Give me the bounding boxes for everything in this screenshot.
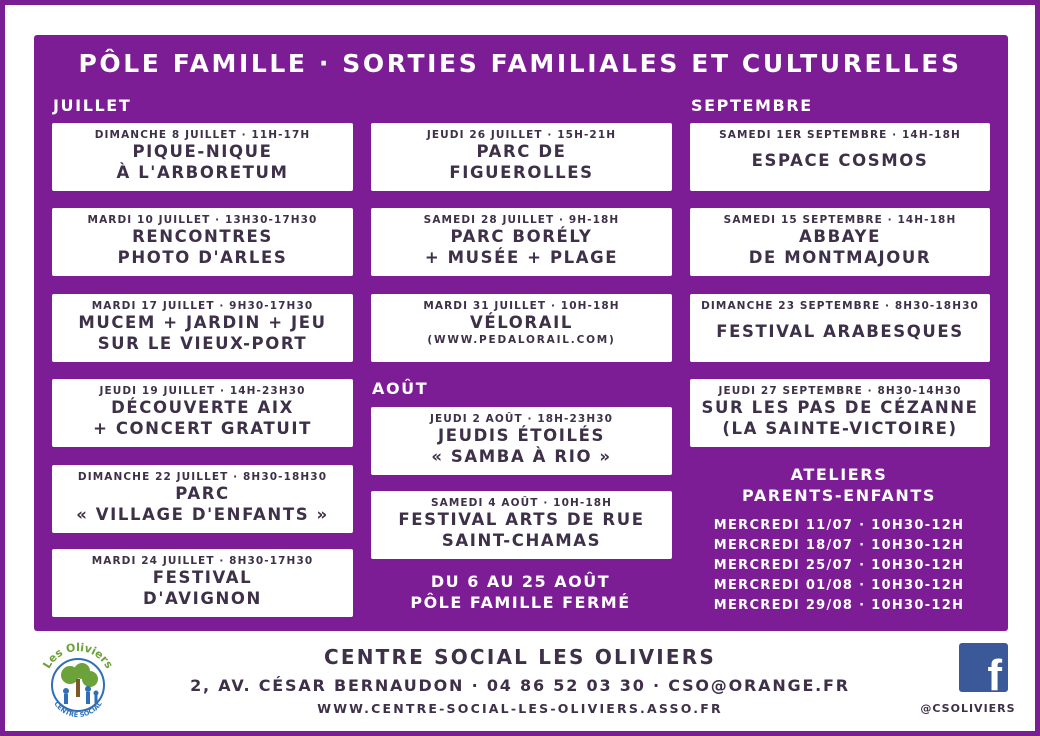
logo-text-top: Les Oliviers [40, 641, 116, 671]
event-title: PARC DE [476, 142, 567, 161]
event-date: MARDI 31 JUILLET · 10H-18H [423, 300, 620, 312]
event-date: DIMANCHE 23 SEPTEMBRE · 8H30-18H30 [701, 300, 979, 312]
event-date: SAMEDI 4 AOÛT · 10H-18H [430, 497, 613, 509]
event-date: JEUDI 2 AOÛT · 18H-23H30 [429, 413, 614, 425]
event-card [52, 123, 353, 191]
event-title: DE MONTMAJOUR [748, 248, 932, 267]
event-title: SUR LE VIEUX-PORT [97, 334, 308, 353]
closure-text: PÔLE FAMILLE FERMÉ [410, 593, 631, 612]
event-title: PHOTO D'ARLES [117, 248, 288, 267]
event-title: SUR LES PAS DE CÉZANNE [701, 398, 979, 417]
event-title: + MUSÉE + PLAGE [424, 248, 619, 267]
event-title: MUCEM + JARDIN + JEU [78, 313, 327, 332]
ateliers-title-line1: ATELIERS [790, 465, 888, 484]
event-date: MARDI 10 JUILLET · 13H30-17H30 [87, 214, 318, 226]
event-date: SAMEDI 1ER SEPTEMBRE · 14H-18H [719, 129, 961, 141]
ateliers-title-line2: PARENTS-ENFANTS [742, 486, 936, 505]
event-title: SAINT-CHAMAS [441, 531, 602, 550]
event-title: RENCONTRES [132, 227, 273, 246]
event-card [52, 294, 353, 362]
logo-text-bottom: CENTRE SOCIAL [52, 699, 104, 720]
event-card [371, 294, 672, 362]
event-title: « SAMBA À RIO » [431, 447, 612, 466]
contact-line: 2, AV. CÉSAR BERNAUDON · 04 86 52 03 30 · CSO@ORANGE.FR [190, 676, 850, 695]
atelier-session: MERCREDI 18/07 · 10H30-12H [713, 538, 965, 553]
closure-dates: DU 6 AU 25 AOÛT [430, 572, 611, 591]
event-date: SAMEDI 28 JUILLET · 9H-18H [423, 214, 620, 226]
closure-notice [370, 571, 671, 613]
event-title: + CONCERT GRATUIT [93, 419, 312, 438]
event-title: PARC [175, 484, 230, 503]
event-title: DÉCOUVERTE AIX [111, 398, 294, 417]
event-date: JEUDI 27 SEPTEMBRE · 8H30-14H30 [718, 385, 962, 397]
event-title: FESTIVAL [152, 568, 253, 587]
event-title: À L'ARBORETUM [116, 163, 289, 182]
event-title: ABBAYE [799, 227, 881, 246]
event-title: (LA SAINTE-VICTOIRE) [722, 419, 958, 438]
event-title: FESTIVAL ARABESQUES [716, 322, 964, 341]
facebook-handle[interactable]: @CSOLIVIERS [920, 702, 1016, 715]
month-septembre: SEPTEMBRE [691, 96, 813, 115]
event-title: « VILLAGE D'ENFANTS » [76, 505, 329, 524]
event-date: MARDI 17 JUILLET · 9H30-17H30 [91, 300, 314, 312]
event-card [52, 379, 353, 447]
website-link[interactable]: WWW.CENTRE-SOCIAL-LES-OLIVIERS.ASSO.FR [317, 701, 723, 716]
organization-name: CENTRE SOCIAL LES OLIVIERS [323, 645, 716, 669]
event-title: VÉLORAIL [470, 313, 573, 332]
event-card [371, 491, 672, 559]
event-website: (WWW.PEDALORAIL.COM) [427, 334, 616, 346]
event-date: SAMEDI 15 SEPTEMBRE · 14H-18H [723, 214, 957, 226]
event-title: FESTIVAL ARTS DE RUE [398, 510, 645, 529]
event-title: ESPACE COSMOS [751, 151, 929, 170]
event-title: FIGUEROLLES [449, 163, 594, 182]
atelier-session: MERCREDI 01/08 · 10H30-12H [713, 578, 965, 593]
event-date: JEUDI 19 JUILLET · 14H-23H30 [99, 385, 306, 397]
facebook-icon[interactable]: f [959, 643, 1008, 692]
event-card [52, 208, 353, 276]
event-card [371, 208, 672, 276]
page-title: PÔLE FAMILLE · SORTIES FAMILIALES ET CULTURELLES [78, 49, 962, 78]
event-date: JEUDI 26 JUILLET · 15H-21H [426, 129, 617, 141]
event-title: PIQUE-NIQUE [132, 142, 273, 161]
month-juillet: JUILLET [53, 96, 132, 115]
event-card [371, 123, 672, 191]
event-card [371, 407, 672, 475]
event-date: DIMANCHE 8 JUILLET · 11H-17H [94, 129, 311, 141]
event-card [690, 208, 990, 276]
month-aout: AOÛT [372, 379, 429, 398]
atelier-session: MERCREDI 11/07 · 10H30-12H [713, 518, 965, 533]
event-date: MARDI 24 JUILLET · 8H30-17H30 [91, 555, 314, 567]
ateliers-heading [689, 464, 989, 506]
event-card [52, 549, 353, 617]
event-card [690, 294, 990, 362]
atelier-session: MERCREDI 25/07 · 10H30-12H [713, 558, 965, 573]
event-card [690, 123, 990, 191]
ateliers-list [689, 516, 989, 616]
event-title: D'AVIGNON [143, 589, 262, 608]
event-title: JEUDIS ÉTOILÉS [437, 426, 606, 445]
event-card [690, 379, 990, 447]
atelier-session: MERCREDI 29/08 · 10H30-12H [713, 598, 965, 613]
event-date: DIMANCHE 22 JUILLET · 8H30-18H30 [77, 471, 328, 483]
event-title: PARC BORÉLY [450, 227, 593, 246]
event-card [52, 465, 353, 533]
